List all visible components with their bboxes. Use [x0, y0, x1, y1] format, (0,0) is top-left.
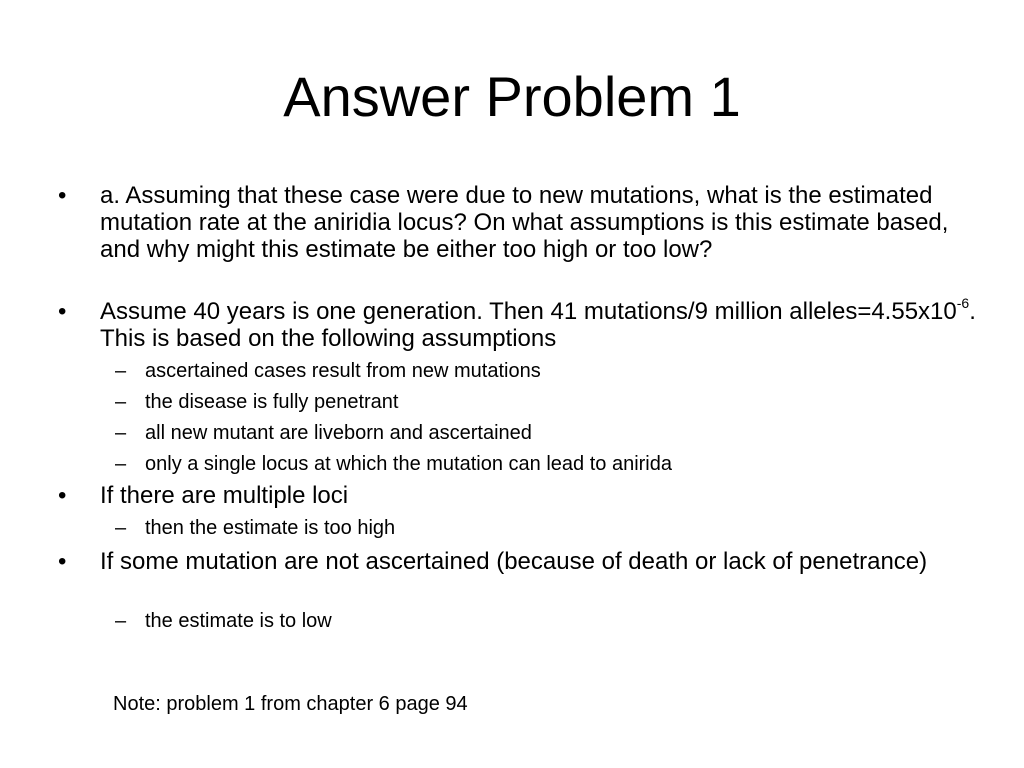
bullet-text: If there are multiple loci: [100, 482, 349, 509]
bullet-text-part: Assume 40 years is one generation. Then 41 mutations/9 million alleles=4.55x10: [100, 298, 957, 325]
sub-bullet-item: [115, 515, 985, 541]
dash-icon: –: [115, 517, 127, 539]
bullet-item: [58, 482, 980, 509]
sub-bullet-item: [115, 420, 985, 446]
bullet-icon: •: [58, 548, 67, 575]
dash-icon: –: [115, 453, 127, 475]
sub-bullet-item: [115, 451, 985, 477]
bullet-text: If some mutation are not ascertained (because of death or lack of penetrance): [100, 548, 928, 575]
dash-icon: –: [115, 360, 127, 382]
sub-bullet-text: all new mutant are liveborn and ascertained: [145, 422, 532, 444]
bullet-icon: •: [58, 482, 67, 509]
bullet-text: [100, 295, 976, 352]
superscript-exponent: -6: [956, 295, 970, 311]
sub-bullet-text: only a single locus at which the mutation can lead to anirida: [145, 453, 672, 475]
slide-title: Answer Problem 1: [283, 65, 741, 128]
source-note: Note: problem 1 from chapter 6 page 94: [113, 693, 468, 715]
bullet-text-part: . This is based on the following assumptions: [100, 298, 976, 352]
bullet-icon: •: [58, 182, 67, 209]
sub-bullet-text: then the estimate is too high: [145, 517, 396, 539]
bullet-item: [58, 295, 980, 352]
bullet-icon: •: [58, 298, 67, 325]
dash-icon: –: [115, 422, 127, 444]
sub-bullet-item: [115, 358, 985, 384]
sub-bullet-text: the estimate is to low: [145, 610, 332, 632]
bullet-item: [58, 182, 980, 263]
dash-icon: –: [115, 391, 127, 413]
dash-icon: –: [115, 610, 127, 632]
sub-bullet-item: [115, 608, 985, 634]
sub-bullet-text: ascertained cases result from new mutations: [145, 360, 541, 382]
sub-bullet-text: the disease is fully penetrant: [145, 391, 399, 413]
sub-bullet-item: [115, 389, 985, 415]
bullet-text: a. Assuming that these case were due to new mutations, what is the estimated mutation rate at the aniridia locus? On what assumptions is this estimate based, and why might this estimate be either too high or too low?: [100, 182, 949, 263]
bullet-item: [58, 548, 980, 575]
